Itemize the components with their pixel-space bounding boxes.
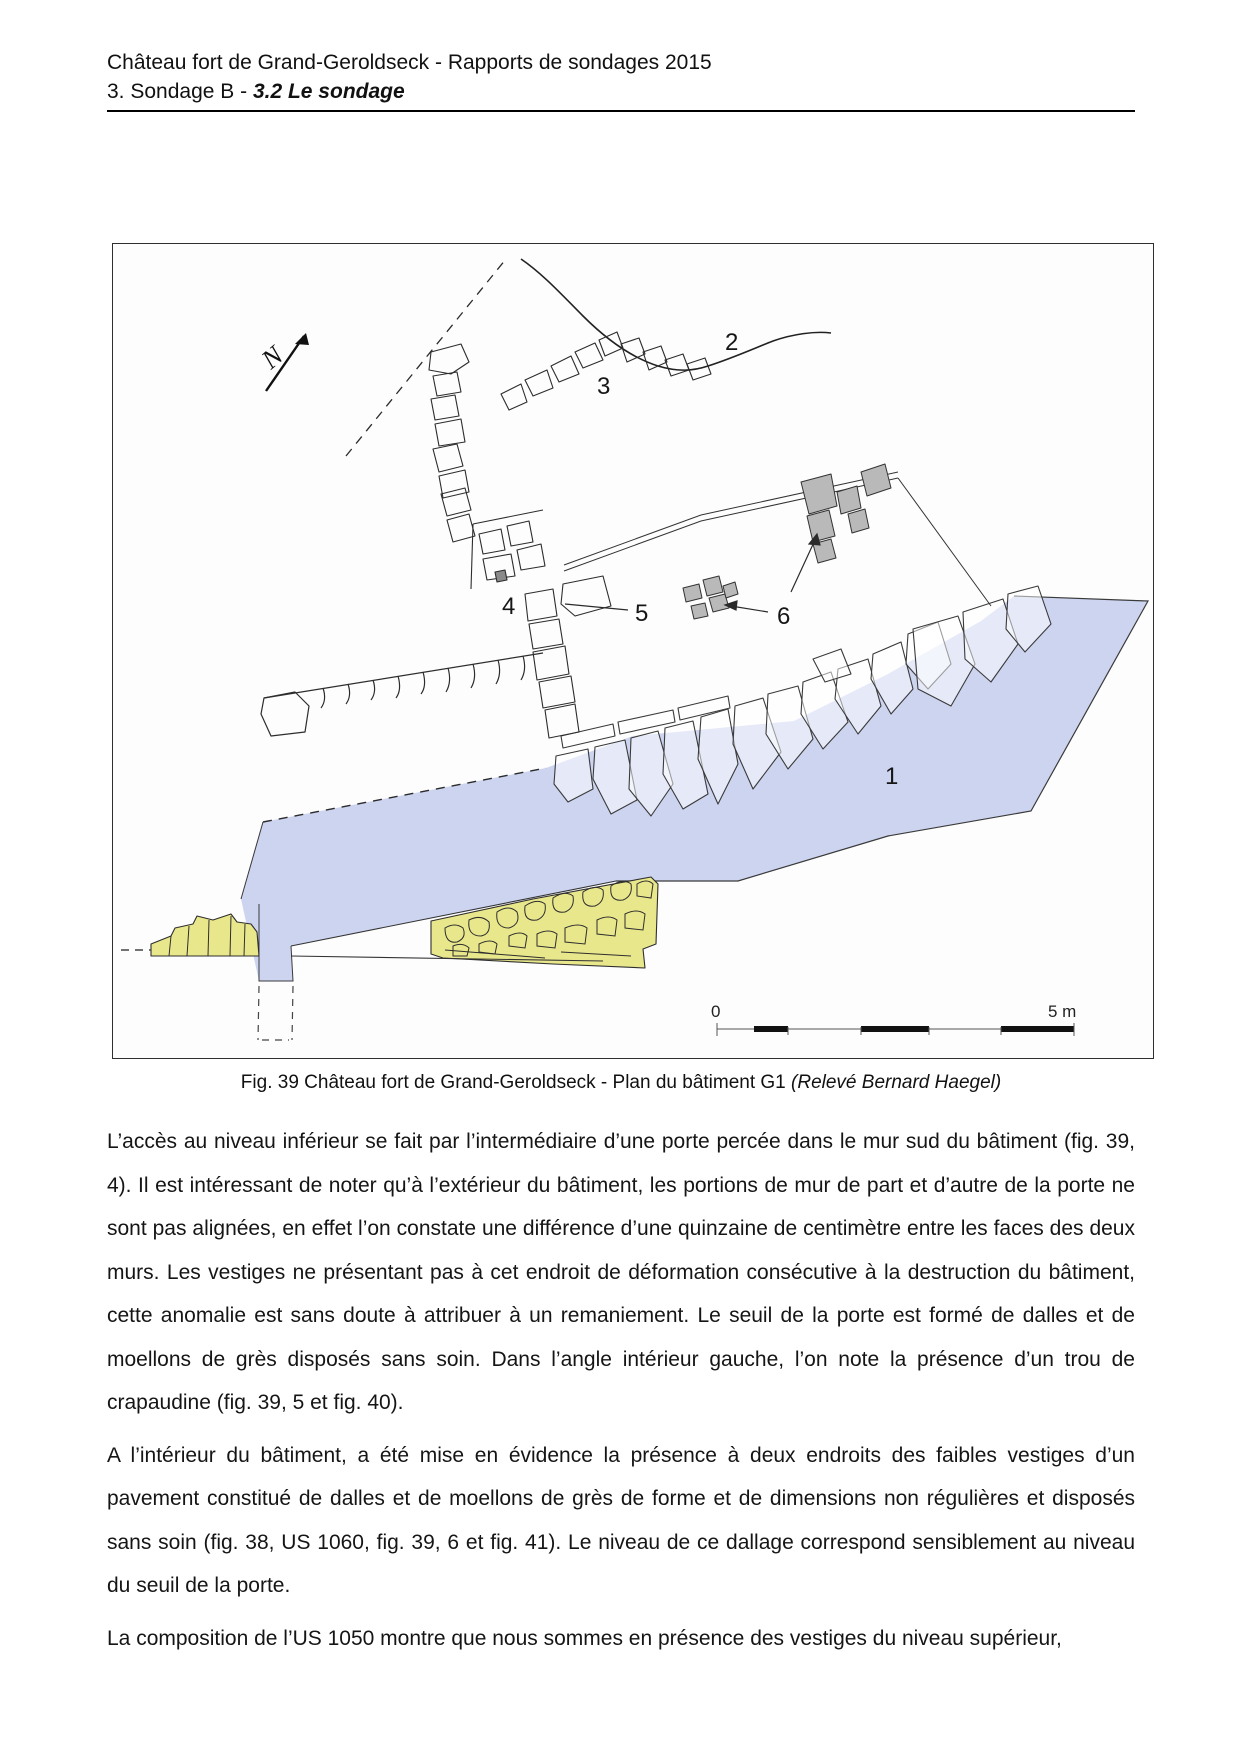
header-rule — [107, 110, 1135, 112]
west-wall — [261, 653, 543, 736]
header-title: Château fort de Grand-Geroldseck - Rapports de sondages 2015 — [107, 51, 712, 74]
plan-label-4: 4 — [502, 593, 516, 620]
dashed-wall-line — [346, 259, 506, 456]
figure-plan — [112, 243, 1154, 1059]
header-subtitle-emphasis: 3.2 Le sondage — [252, 80, 405, 103]
paragraph: A l’intérieur du bâtiment, a été mise en évidence la présence à deux endroits des faibles vestiges d’un pavement constitué de dalles et de moellons de grès de forme et de dimensions non régulières et disposés sans soin (fig. 38, US 1060, fig. 39, 6 et fig. 41). Le niveau de ce dallage correspond sensiblement au niveau du seuil de la porte. — [107, 1443, 1135, 1597]
main-building-outline — [564, 472, 991, 606]
plan-label-6: 6 — [777, 603, 791, 630]
door-seuil — [471, 510, 611, 616]
south-wall-stones — [525, 589, 579, 738]
header-subtitle: 3. Sondage B - 3.2 Le sondage — [107, 80, 405, 103]
trench-dashed-outline — [258, 986, 293, 1040]
page-header — [107, 48, 1135, 106]
scale-end-label: 5 m — [1048, 1002, 1077, 1021]
paragraph: La composition de l’US 1050 montre que nous sommes en présence des vestiges du niveau supérieur, — [107, 1626, 1062, 1650]
body-text — [107, 1120, 1135, 1669]
terrain-curve — [521, 259, 831, 370]
plan-label-2: 2 — [725, 329, 739, 356]
caption-credit: (Relevé Bernard Haegel) — [791, 1072, 1002, 1093]
north-arrow-icon — [255, 333, 309, 391]
pavement-stones-grey — [683, 464, 891, 619]
plan-label-1: 1 — [885, 763, 899, 790]
caption-text: Fig. 39 Château fort de Grand-Geroldseck - Plan du bâtiment G1 — [240, 1072, 792, 1093]
scale-start-label: 0 — [711, 1002, 721, 1021]
yellow-row-left — [151, 914, 259, 956]
plan-label-5: 5 — [635, 600, 649, 627]
north-label: N — [255, 340, 289, 375]
figure-caption — [107, 1072, 1135, 1094]
upper-building-stones — [429, 332, 711, 542]
plan-label-3: 3 — [597, 373, 611, 400]
paragraph: L’accès au niveau inférieur se fait par l’intermédiaire d’une porte percée dans le mur sud du bâtiment (fig. 39, 4). Il est intéressant de noter qu’à l’extérieur du bâtiment, les portions de mur de part et d’autre de la porte ne sont pas alignées, en effet l’on constate une différence d’une quinzaine de centimètre entre les faces des deux murs. Les vestiges ne présentant pas à cet endroit de déformation consécutive à la destruction du bâtiment, cette anomalie est sans doute à attribuer à un remaniement. Le seuil de la porte est formé de dalles et de moellons de grès disposés sans soin. Dans l’angle intérieur gauche, l’on note la présence d’un trou de crapaudine (fig. 39, 5 et fig. 40). — [107, 1130, 1135, 1414]
plan-drawing — [113, 244, 1153, 1058]
scale-bar — [711, 1002, 1076, 1036]
